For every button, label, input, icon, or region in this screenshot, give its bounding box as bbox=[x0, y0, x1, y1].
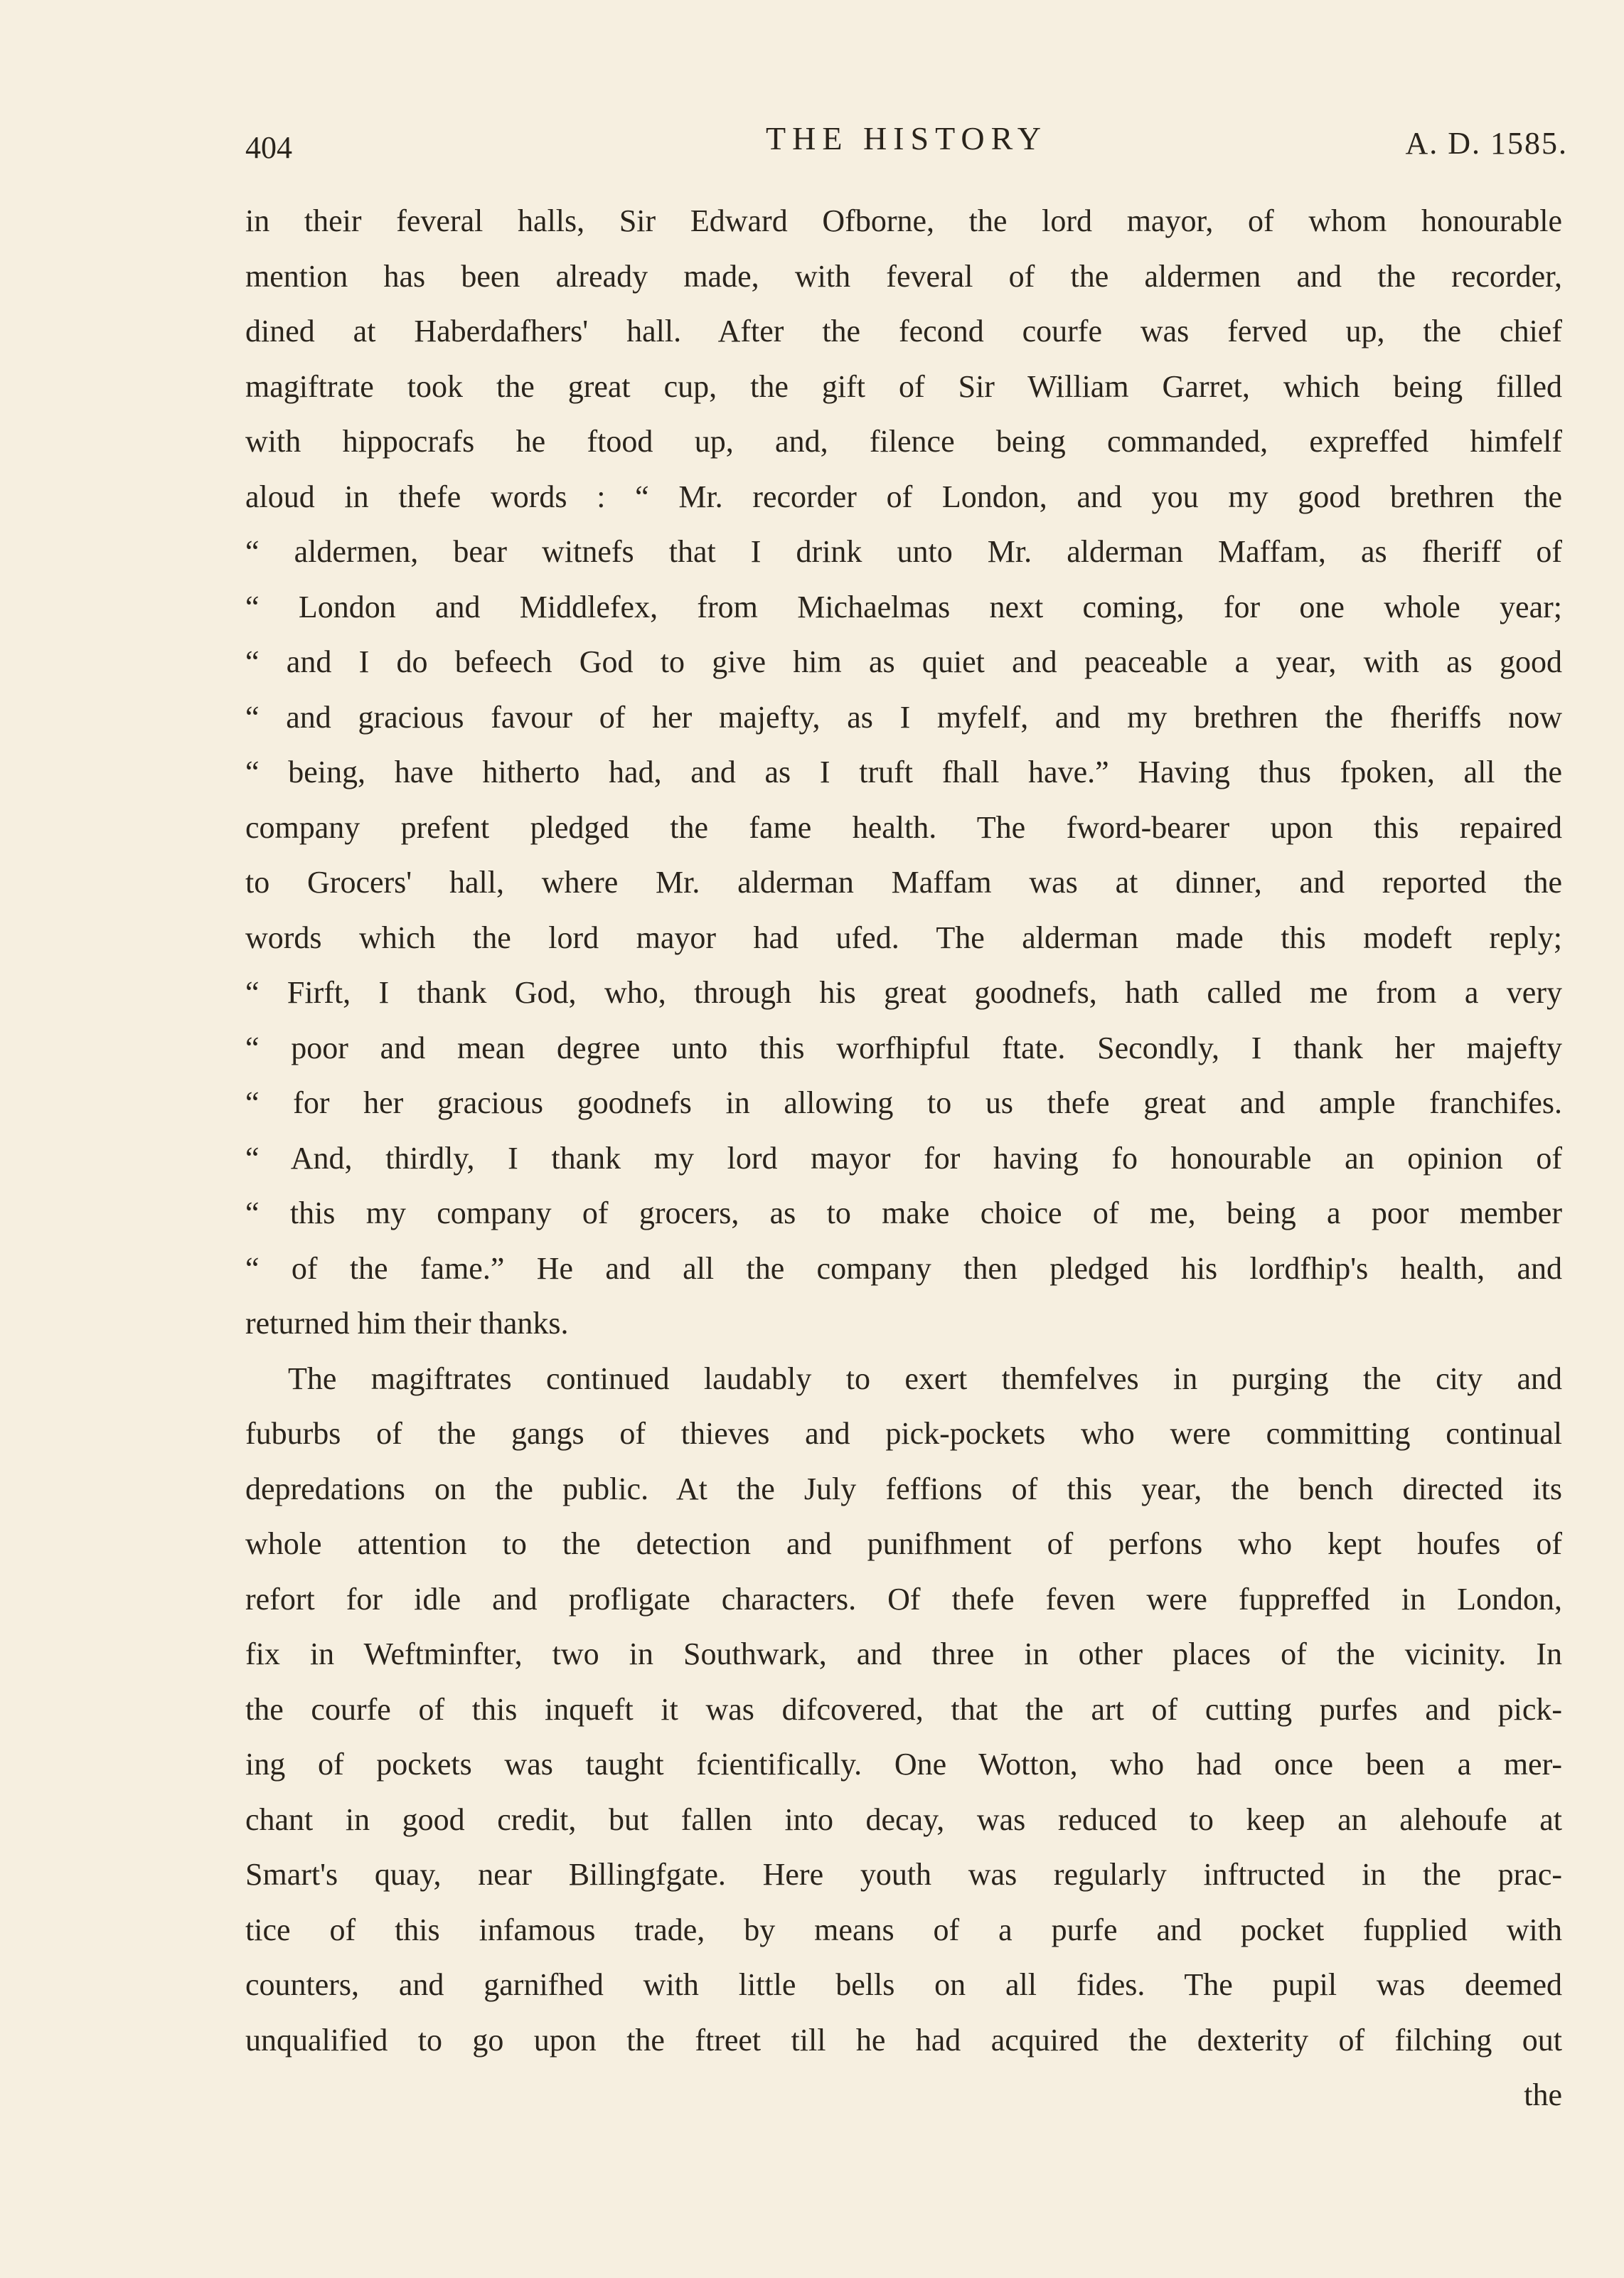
text-line: “ being, have hitherto had, and as I truft fhall have.” Having thus fpoken, all the bbox=[245, 755, 1562, 789]
text-line: counters, and garnifhed with little bells on all fides. The pupil was deemed bbox=[245, 1967, 1562, 2002]
text-line: aloud in thefe words : “ Mr. recorder of London, and you my good brethren the bbox=[245, 479, 1562, 514]
text-line: fix in Weftminfter, two in Southwark, and three in other places of the vicinity. In bbox=[245, 1636, 1562, 1671]
text-line: depredations on the public. At the July feffions of this year, the bench directed its bbox=[245, 1471, 1562, 1506]
paragraph-end-line: returned him their thanks. bbox=[245, 1306, 569, 1341]
text-line: “ aldermen, bear witnefs that I drink unto Mr. alderman Maffam, as fheriff of bbox=[245, 534, 1562, 569]
text-line: mention has been already made, with feveral of the aldermen and the recorder, bbox=[245, 258, 1562, 294]
text-line: chant in good credit, but fallen into decay, was reduced to keep an alehoufe at bbox=[245, 1801, 1562, 1837]
text-line: dined at Haberdafhers' hall. After the fecond courfe was ferved up, the chief bbox=[245, 314, 1562, 348]
page-number: 404 bbox=[245, 130, 292, 165]
text-line: company prefent pledged the fame health. The fword-bearer upon this repaired bbox=[245, 809, 1562, 845]
year-marker: A. D. 1585. bbox=[1405, 126, 1568, 161]
text-line: “ London and Middlefex, from Michaelmas next coming, for one whole year; bbox=[245, 589, 1562, 624]
text-line: words which the lord mayor had ufed. The alderman made this modeft reply; bbox=[245, 920, 1562, 955]
text-line: Smart's quay, near Billingfgate. Here youth was regularly inftructed in the prac- bbox=[245, 1857, 1562, 1892]
text-line: fuburbs of the gangs of thieves and pick-pockets who were committing continual bbox=[245, 1416, 1562, 1451]
catchword: the bbox=[1524, 2077, 1562, 2112]
text-line: “ of the fame.” He and all the company then pledged his lordfhip's health, and bbox=[245, 1250, 1562, 1286]
text-line: with hippocrafs he ftood up, and, filence being commanded, expreffed himfelf bbox=[245, 424, 1562, 459]
text-line: “ and gracious favour of her majefty, as I myfelf, and my brethren the fheriffs now bbox=[245, 699, 1562, 735]
text-line: to Grocers' hall, where Mr. alderman Maffam was at dinner, and reported the bbox=[245, 865, 1562, 900]
paragraph-start-line: The magiftrates continued laudably to exert themfelves in purging the city and bbox=[288, 1361, 1562, 1396]
text-line: unqualified to go upon the ftreet till he had acquired the dexterity of filching out bbox=[245, 2022, 1562, 2058]
text-line: “ this my company of grocers, as to make choice of me, being a poor member bbox=[245, 1196, 1562, 1230]
text-line: whole attention to the detection and punifhment of perfons who kept houfes of bbox=[245, 1526, 1562, 1561]
text-line: “ for her gracious goodnefs in allowing to us thefe great and ample franchifes. bbox=[245, 1085, 1562, 1120]
running-title: THE HISTORY bbox=[766, 120, 1047, 156]
text-line: in their feveral halls, Sir Edward Ofborne, the lord mayor, of whom honourable bbox=[245, 203, 1562, 238]
text-line: “ and I do befeech God to give him as quiet and peaceable a year, with as good bbox=[245, 644, 1562, 679]
text-line: refort for idle and profligate characters. Of thefe feven were fuppreffed in London, bbox=[245, 1581, 1562, 1617]
text-line: ing of pockets was taught fcientifically. One Wotton, who had once been a mer- bbox=[245, 1747, 1562, 1782]
text-line: tice of this infamous trade, by means of a purfe and pocket fupplied with bbox=[245, 1912, 1562, 1947]
running-header bbox=[245, 119, 1568, 169]
text-line: the courfe of this inqueft it was difcovered, that the art of cutting purfes and pick- bbox=[245, 1691, 1562, 1727]
text-line: “ And, thirdly, I thank my lord mayor for having fo honourable an opinion of bbox=[245, 1140, 1562, 1176]
text-line: “ Firft, I thank God, who, through his great goodnefs, hath called me from a very bbox=[245, 975, 1562, 1010]
body-text bbox=[245, 193, 1562, 2123]
text-line: magiftrate took the great cup, the gift of Sir William Garret, which being filled bbox=[245, 368, 1562, 404]
text-line: “ poor and mean degree unto this worfhipful ftate. Secondly, I thank her majefty bbox=[245, 1030, 1562, 1065]
